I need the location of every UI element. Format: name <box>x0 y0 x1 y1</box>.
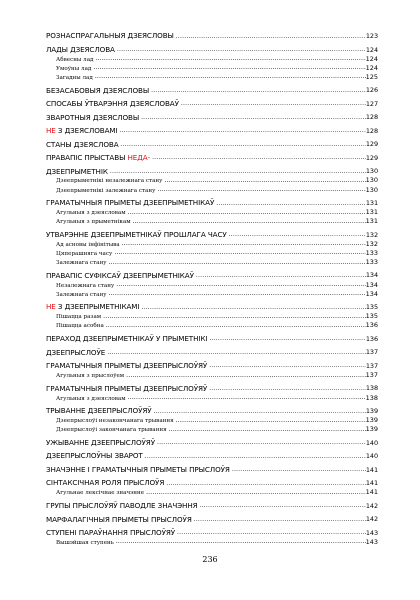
toc-entry-title <box>46 516 192 524</box>
toc-page-number: 143 <box>365 528 378 537</box>
toc-page-number: 124 <box>365 54 378 63</box>
toc-entry-title-part: МАРФАЛАГІЧНЫЯ ПРЫМЕТЫ ПРЫСЛОЎЯ <box>46 514 192 524</box>
toc-page-number: 142 <box>365 501 378 510</box>
toc-section-entry[interactable] <box>46 95 378 109</box>
toc-entry-title-part: Дзеепрыметнікі залежнага стану <box>56 187 156 194</box>
toc-page-number: 125 <box>365 72 378 81</box>
toc-entry-title <box>46 407 152 415</box>
dot-leader <box>143 454 366 461</box>
dot-leader <box>114 282 365 289</box>
toc-entry-title <box>46 127 118 135</box>
toc-entry-title-part: ГРАМАТЫЧНЫЯ ПРЫМЕТЫ ДЗЕЕПРЫСЛОЎЯЎ <box>46 361 208 371</box>
toc-entry-title <box>56 260 107 266</box>
toc-page-number: 132 <box>365 230 378 239</box>
toc-section-entry[interactable] <box>46 330 378 344</box>
toc-page-number: 139 <box>365 407 378 416</box>
toc-entry-title <box>56 427 167 433</box>
dot-leader <box>114 539 366 546</box>
toc-subsection-entry[interactable] <box>46 63 378 72</box>
toc-subsection-entry[interactable] <box>46 248 378 257</box>
toc-page-number: 131 <box>365 217 378 226</box>
dot-leader <box>105 350 366 357</box>
toc-entry-title-part: ПРАВАПІС СУФІКСАЎ ДЗЕЕПРЫМЕТНІКАЎ <box>46 270 194 280</box>
toc-page-number: 128 <box>365 126 378 135</box>
toc-entry-title <box>46 439 155 447</box>
toc-subsection-entry[interactable] <box>46 217 378 226</box>
toc-entry-title-part: Залежнага стану <box>56 291 107 298</box>
toc-entry-title <box>56 314 101 320</box>
toc-page-number: 131 <box>365 208 378 217</box>
toc-page-number: 128 <box>365 113 378 122</box>
dot-leader <box>139 305 365 312</box>
toc-section-entry[interactable] <box>46 108 378 122</box>
toc-page-number: 139 <box>365 416 378 425</box>
toc-entry-title-part: Агульныя з прыметнікам <box>56 219 131 226</box>
toc-entry-title <box>56 75 93 81</box>
toc-section-entry[interactable] <box>46 524 378 538</box>
dot-leader <box>155 440 366 447</box>
toc-section-entry[interactable] <box>46 266 378 280</box>
toc-entry-title <box>46 199 214 207</box>
toc-entry-title-part: ЗВАРОТНЫЯ ДЗЕЯСЛОВЫ <box>46 112 140 122</box>
toc-entry-title <box>46 502 198 510</box>
toc-entry-title <box>46 479 164 487</box>
toc-entry-title <box>46 466 230 474</box>
toc-page-number: 130 <box>365 185 378 194</box>
toc-subsection-entry[interactable] <box>46 416 378 425</box>
toc-entry-title <box>46 272 194 280</box>
toc-entry-title-part: ТРЫВАННЕ ДЗЕЕПРЫСЛОЎЯЎ <box>46 406 152 416</box>
toc-page-number: 123 <box>365 32 378 41</box>
dot-leader <box>179 101 366 108</box>
dot-leader <box>144 490 366 497</box>
toc-entry-title-part: Цяперашняга часу <box>56 250 113 257</box>
toc-entry-title-part: ГРАМАТЫЧНЫЯ ПРЫМЕТЫ ДЗЕЕПРЫСЛОЎЯЎ <box>46 383 208 393</box>
toc-entry-title-part: З ДЗЕЯСЛОВАМІ <box>55 126 118 135</box>
toc-section-entry[interactable] <box>46 497 378 511</box>
toc-section-entry[interactable] <box>46 402 378 416</box>
dot-leader <box>149 88 366 95</box>
toc-subsection-entry[interactable] <box>46 54 378 63</box>
toc-entry-title <box>46 141 119 149</box>
toc-subsection-entry[interactable] <box>46 321 378 330</box>
toc-page-number: 127 <box>365 99 378 108</box>
toc-page-number: 139 <box>365 425 378 434</box>
toc-entry-title-part: ГРУПЫ ПРЫСЛОЎЯЎ ПАВОДЛЕ ЗНАЧЭННЯ <box>46 501 198 510</box>
toc-subsection-entry[interactable] <box>46 185 378 194</box>
toc-section-entry[interactable] <box>46 357 378 371</box>
toc-entry-title <box>46 303 139 311</box>
toc-entry-title-part: Ад асновы інфінітыва <box>56 241 120 248</box>
toc-entry-title-part: Пішацца асобна <box>56 323 104 330</box>
toc-entry-title <box>56 66 91 72</box>
dot-leader <box>91 65 365 72</box>
toc-entry-title-part: СТАНЫ ДЗЕЯСЛОВА <box>46 139 119 149</box>
toc-entry-title <box>46 452 143 460</box>
toc-entry-title-part: Абвесны лад <box>56 56 94 63</box>
toc-entry-title-part: ДЗЕЕПРЫСЛОЎЕ <box>46 347 106 357</box>
toc-subsection-entry[interactable] <box>46 393 378 402</box>
toc-page-number: 134 <box>365 289 378 298</box>
toc-section-entry[interactable] <box>46 162 378 176</box>
toc-subsection-entry[interactable] <box>46 239 378 248</box>
toc-entry-title <box>56 242 120 248</box>
dot-leader <box>192 517 366 524</box>
toc-entry-title-part: Дзеепрыслоўі закончанага трывання <box>56 427 167 434</box>
dot-leader <box>139 115 366 122</box>
dot-leader <box>207 336 365 343</box>
toc-entry-title-part: УТВАРЭННЕ ДЗЕЕПРЫМЕТНІКАЎ ПРОШЛАГА ЧАСУ <box>46 229 227 239</box>
toc-entry-title <box>56 396 126 402</box>
toc-entry-title-part: З ДЗЕЕПРЫМЕТНІКАМІ <box>55 302 140 312</box>
toc-section-entry[interactable] <box>46 379 378 393</box>
dot-leader <box>124 373 365 380</box>
dot-leader <box>94 56 366 63</box>
toc-entry-title-part: Агульныя з прыслоўем <box>56 372 125 379</box>
dot-leader <box>107 291 366 298</box>
dot-leader <box>126 395 366 402</box>
toc-entry-title-part: Агульнае лексічнае значэнне <box>56 490 145 497</box>
toc-entry-title-part: ДЗЕЕПРЫСЛОЎНЫ ЗВАРОТ <box>46 451 143 461</box>
dot-leader <box>93 74 366 81</box>
toc-section-entry[interactable] <box>46 81 378 95</box>
toc-page-number: 137 <box>365 361 378 370</box>
toc-page-number: 132 <box>365 239 378 248</box>
toc-page-number: 136 <box>365 321 378 330</box>
toc-subsection-entry[interactable] <box>46 72 378 81</box>
toc-page-number: 138 <box>365 384 378 393</box>
toc-section-entry[interactable] <box>46 343 378 357</box>
dot-leader <box>227 232 366 239</box>
toc-entry-title-part: Умоўны лад <box>56 65 92 72</box>
dot-leader <box>230 467 366 474</box>
toc-page-number: 138 <box>365 393 378 402</box>
dot-leader <box>131 219 366 226</box>
dot-leader <box>150 155 366 162</box>
toc-subsection-entry[interactable] <box>46 289 378 298</box>
dot-leader <box>118 128 366 135</box>
dot-leader <box>126 210 366 217</box>
dot-leader <box>198 503 366 510</box>
toc-entry-title-part: НЕ <box>46 126 56 135</box>
toc-section-entry[interactable] <box>46 135 378 149</box>
toc-page-number: 136 <box>365 334 378 343</box>
toc-section-entry[interactable] <box>46 510 378 524</box>
toc-section-entry[interactable] <box>46 27 378 41</box>
toc-page-number: 134 <box>365 280 378 289</box>
dot-leader <box>107 260 366 267</box>
toc-entry-title-part: Вышэйшая ступень <box>56 539 114 546</box>
toc-entry-title <box>46 385 207 393</box>
toc-subsection-entry[interactable] <box>46 176 378 185</box>
toc-page-number: 124 <box>365 63 378 72</box>
dot-leader <box>174 34 366 41</box>
dot-leader <box>167 427 366 434</box>
toc-page-number: 141 <box>365 488 378 497</box>
toc-entry-title <box>56 283 114 289</box>
toc-page-number: 134 <box>365 271 378 280</box>
toc-entry-title-part: НЕДА- <box>127 153 151 162</box>
page-number: 236 <box>202 555 218 564</box>
dot-leader <box>207 386 366 393</box>
toc-entry-title <box>56 418 174 424</box>
toc-entry-title-part: Дзеепрыметнікі незалежнага стану <box>56 178 163 185</box>
toc-page-number: 131 <box>365 199 378 207</box>
toc-entry-title <box>56 188 155 194</box>
toc-entry-title-part: СПОСАБЫ ЎТВАРЭННЯ ДЗЕЯСЛОВАЎ <box>46 99 179 108</box>
toc-subsection-entry[interactable] <box>46 537 378 546</box>
toc-entry-title-part: Агульныя з дзеясловам <box>56 210 126 217</box>
toc-page-number: 140 <box>365 452 378 461</box>
toc-entry-title <box>56 540 114 546</box>
toc-entry-title-part: УЖЫВАННЕ ДЗЕЕПРЫСЛОЎЯЎ <box>46 437 155 447</box>
dot-leader <box>174 418 366 425</box>
toc-page-number: 135 <box>365 312 378 321</box>
toc-entry-title <box>56 210 126 216</box>
toc-entry-title-part: Незалежнага стану <box>56 282 115 289</box>
toc-subsection-entry[interactable] <box>46 207 378 216</box>
toc-entry-title-part: Загадны лад <box>56 74 93 81</box>
toc-entry-title <box>56 251 112 257</box>
dot-leader <box>214 201 366 208</box>
toc-subsection-entry[interactable] <box>46 280 378 289</box>
toc-entry-title-part: Залежнага стану <box>56 260 107 267</box>
toc-entry-title <box>46 46 115 54</box>
toc-page-number: 133 <box>365 248 378 257</box>
toc-entry-title <box>46 529 175 537</box>
dot-leader <box>162 178 365 185</box>
dot-leader <box>175 530 366 537</box>
dot-leader <box>152 409 366 416</box>
toc-page-number: 129 <box>365 140 378 149</box>
toc-section-entry[interactable] <box>46 434 378 448</box>
dot-leader <box>101 314 365 321</box>
table-of-contents <box>46 27 378 546</box>
toc-section-entry[interactable] <box>46 194 378 208</box>
toc-section-entry[interactable] <box>46 298 378 312</box>
toc-page-number: 130 <box>365 176 378 185</box>
toc-section-entry[interactable] <box>46 41 378 55</box>
toc-entry-title <box>46 114 139 122</box>
toc-page-number: 135 <box>365 303 378 312</box>
toc-entry-title-part: ПЕРАХОД ДЗЕЕПРЫМЕТНІКАЎ У ПРЫМЕТНІКІ <box>46 334 208 344</box>
toc-entry-title-part: РОЗНАСПРАГАЛЬНЫЯ ДЗЕЯСЛОВЫ <box>46 31 174 41</box>
toc-entry-title-part: СІНТАКСІЧНАЯ РОЛЯ ПРЫСЛОЎЯ <box>46 478 165 488</box>
toc-entry-title <box>46 154 150 162</box>
toc-entry-title-part: ДЗЕЕПРЫМЕТНІК <box>46 166 108 176</box>
toc-subsection-entry[interactable] <box>46 370 378 379</box>
dot-leader <box>112 250 365 257</box>
toc-entry-title-part: Агульныя з дзеясловам <box>56 395 126 402</box>
toc-page-number: 137 <box>365 348 378 357</box>
toc-page-number: 143 <box>365 537 378 546</box>
toc-section-entry[interactable] <box>46 226 378 240</box>
toc-entry-title <box>46 335 207 343</box>
toc-page-number: 141 <box>365 479 378 488</box>
toc-entry-title <box>46 231 227 239</box>
toc-entry-title <box>46 168 108 176</box>
toc-entry-title-part: СТУПЕНІ ПАРАЎНАННЯ ПРЫСЛОЎЯЎ <box>46 528 176 537</box>
toc-entry-title-part: Дзеепрыслоўі незакончанага трывання <box>56 418 174 425</box>
toc-subsection-entry[interactable] <box>46 488 378 497</box>
toc-page-number: 133 <box>365 257 378 266</box>
toc-entry-title <box>56 323 104 329</box>
toc-entry-title-part: ЗНАЧЭННЕ І ГРАМАТЫЧНЫЯ ПРЫМЕТЫ ПРЫСЛОЎЯ <box>46 464 230 474</box>
toc-entry-title-part: ГРАМАТЫЧНЫЯ ПРЫМЕТЫ ДЗЕЕПРЫМЕТНІКАЎ <box>46 198 215 208</box>
dot-leader <box>120 241 366 248</box>
toc-entry-title <box>56 57 94 63</box>
dot-leader <box>104 323 366 330</box>
toc-entry-title <box>46 32 174 40</box>
toc-entry-title <box>46 100 179 108</box>
toc-page-number: 124 <box>365 45 378 54</box>
toc-page-number: 141 <box>365 465 378 474</box>
toc-entry-title-part: ЛАДЫ ДЗЕЯСЛОВА <box>46 44 115 54</box>
toc-entry-title-part: БЕЗАСАБОВЫЯ ДЗЕЯСЛОВЫ <box>46 85 150 95</box>
toc-subsection-entry[interactable] <box>46 312 378 321</box>
toc-subsection-entry[interactable] <box>46 425 378 434</box>
toc-entry-title <box>46 349 105 357</box>
toc-section-entry[interactable] <box>46 122 378 136</box>
dot-leader <box>164 481 366 488</box>
toc-page-number: 137 <box>365 370 378 379</box>
toc-page-number: 140 <box>365 438 378 447</box>
toc-page-number: 142 <box>365 515 378 524</box>
toc-entry-title <box>56 490 144 496</box>
toc-section-entry[interactable] <box>46 474 378 488</box>
toc-section-entry[interactable] <box>46 461 378 475</box>
toc-section-entry[interactable] <box>46 149 378 163</box>
toc-subsection-entry[interactable] <box>46 257 378 266</box>
toc-entry-title <box>46 362 207 370</box>
toc-entry-title <box>56 219 131 225</box>
toc-entry-title-part: ПРАВАПІС ПРЫСТАВЫ <box>46 153 128 162</box>
dot-leader <box>207 363 366 370</box>
toc-page-number: 130 <box>365 167 378 176</box>
toc-entry-title <box>56 178 162 184</box>
toc-entry-title-part: Пішацца разам <box>56 314 102 321</box>
dot-leader <box>115 47 366 54</box>
toc-page-number: 126 <box>365 86 378 95</box>
toc-section-entry[interactable] <box>46 447 378 461</box>
dot-leader <box>194 273 366 280</box>
dot-leader <box>155 187 365 194</box>
dot-leader <box>119 142 366 149</box>
toc-entry-title <box>56 292 107 298</box>
toc-page-number: 129 <box>365 153 378 162</box>
toc-entry-title <box>46 87 149 95</box>
toc-entry-title <box>56 373 124 379</box>
dot-leader <box>108 169 366 176</box>
toc-entry-title-part: НЕ <box>46 302 56 312</box>
